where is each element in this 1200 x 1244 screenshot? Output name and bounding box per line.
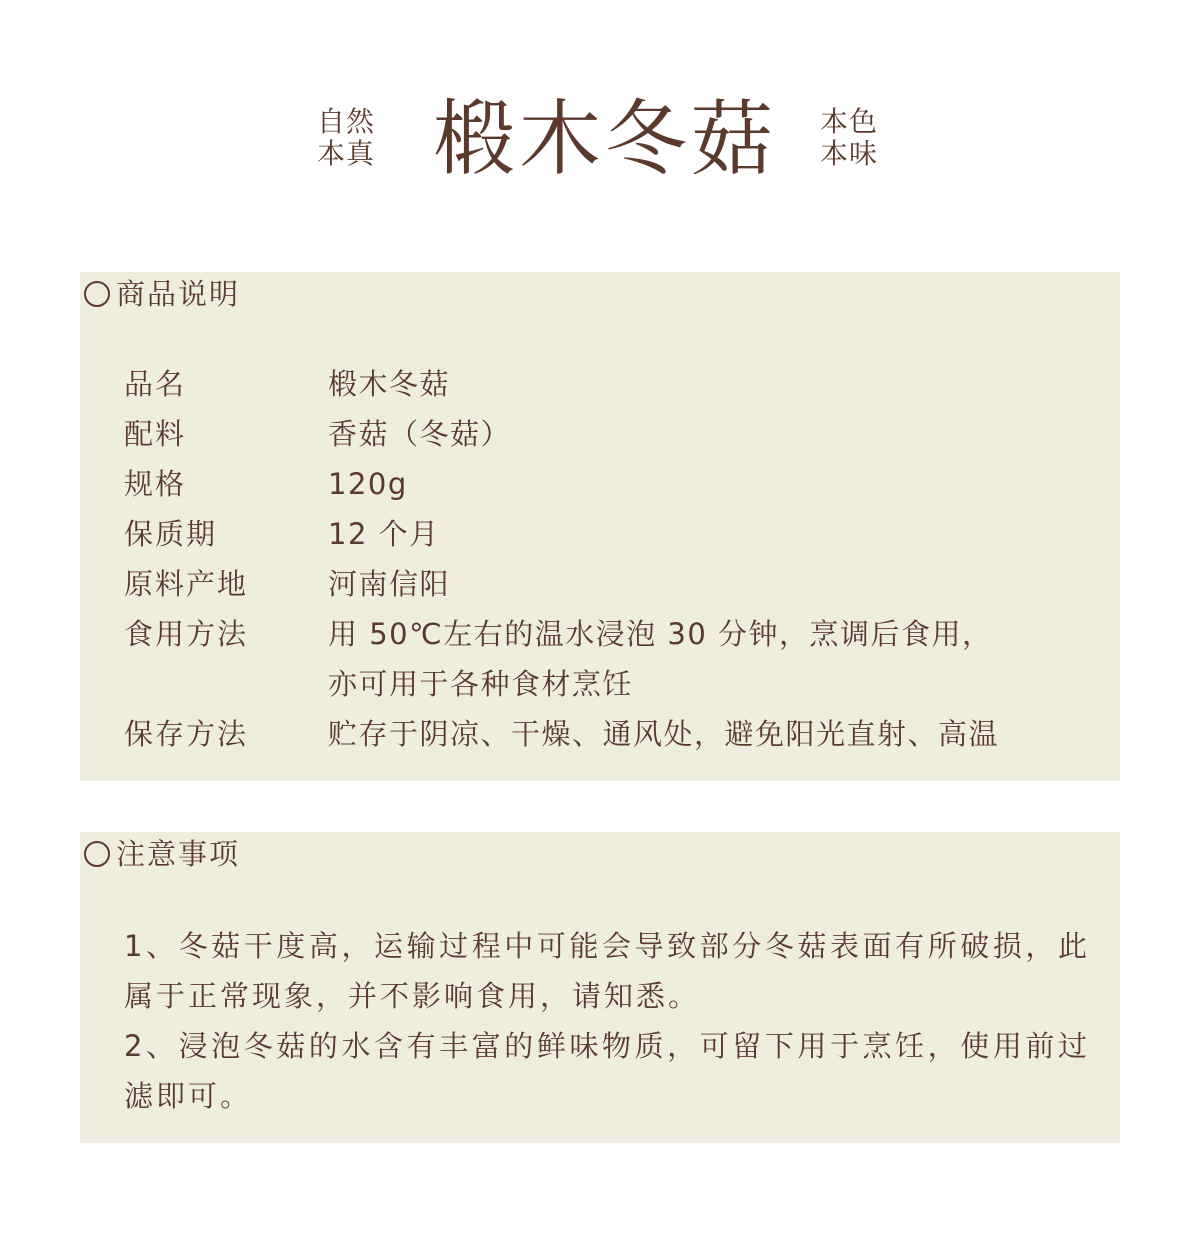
spec-value: 12 个月	[328, 517, 440, 551]
header-slogan-left-line1: 自然	[317, 105, 376, 138]
spec-row	[124, 459, 1104, 509]
header-slogan-right-line1: 本色	[820, 105, 879, 138]
spec-value: 120g	[328, 467, 408, 501]
product-info-title: 商品说明	[116, 277, 241, 311]
header-slogan-right-line2: 本味	[820, 137, 879, 170]
spec-row	[124, 609, 1104, 659]
spec-label: 品名	[124, 367, 187, 401]
spec-row	[124, 509, 1104, 559]
spec-row	[124, 409, 1104, 459]
spec-row	[124, 659, 1104, 709]
spec-row	[124, 559, 1104, 609]
spec-label: 原料产地	[124, 567, 249, 601]
header-slogan-left	[317, 106, 375, 170]
circle-icon	[84, 841, 110, 867]
spec-label	[124, 659, 328, 709]
spec-row	[124, 709, 1104, 759]
note-item: 1、冬菇干度高，运输过程中可能会导致部分冬菇表面有所破损，此属于正常现象，并不影响食用，请知悉。	[124, 929, 1090, 1013]
circle-icon	[84, 281, 110, 307]
spec-table	[124, 359, 1104, 759]
spec-label: 保存方法	[124, 717, 249, 751]
spec-value: 亦可用于各种食材烹饪	[328, 667, 634, 701]
spec-value: 椴木冬菇	[328, 367, 451, 401]
spec-value: 香菇（冬菇）	[328, 417, 512, 451]
header	[0, 92, 1200, 192]
product-info-heading	[84, 274, 240, 314]
spec-label: 规格	[124, 467, 187, 501]
header-slogan-left-line2: 本真	[317, 137, 376, 170]
spec-label: 配料	[124, 417, 187, 451]
spec-row	[124, 359, 1104, 409]
notes-list	[124, 921, 1090, 1121]
spec-value: 河南信阳	[328, 567, 451, 601]
spec-value: 贮存于阴凉、干燥、通风处，避免阳光直射、高温	[328, 717, 1000, 751]
spec-value: 用 50℃左右的温水浸泡 30 分钟，烹调后食用，	[328, 617, 993, 651]
spec-label: 食用方法	[124, 617, 249, 651]
page-title: 椴木冬菇	[432, 92, 777, 187]
note-item: 2、浸泡冬菇的水含有丰富的鲜味物质，可留下用于烹饪，使用前过滤即可。	[124, 1029, 1090, 1113]
notes-title: 注意事项	[116, 837, 241, 871]
notes-panel	[80, 832, 1120, 1143]
spec-label: 保质期	[124, 517, 218, 551]
notes-heading	[84, 834, 240, 874]
header-slogan-right	[820, 106, 878, 170]
product-info-panel	[80, 272, 1120, 781]
